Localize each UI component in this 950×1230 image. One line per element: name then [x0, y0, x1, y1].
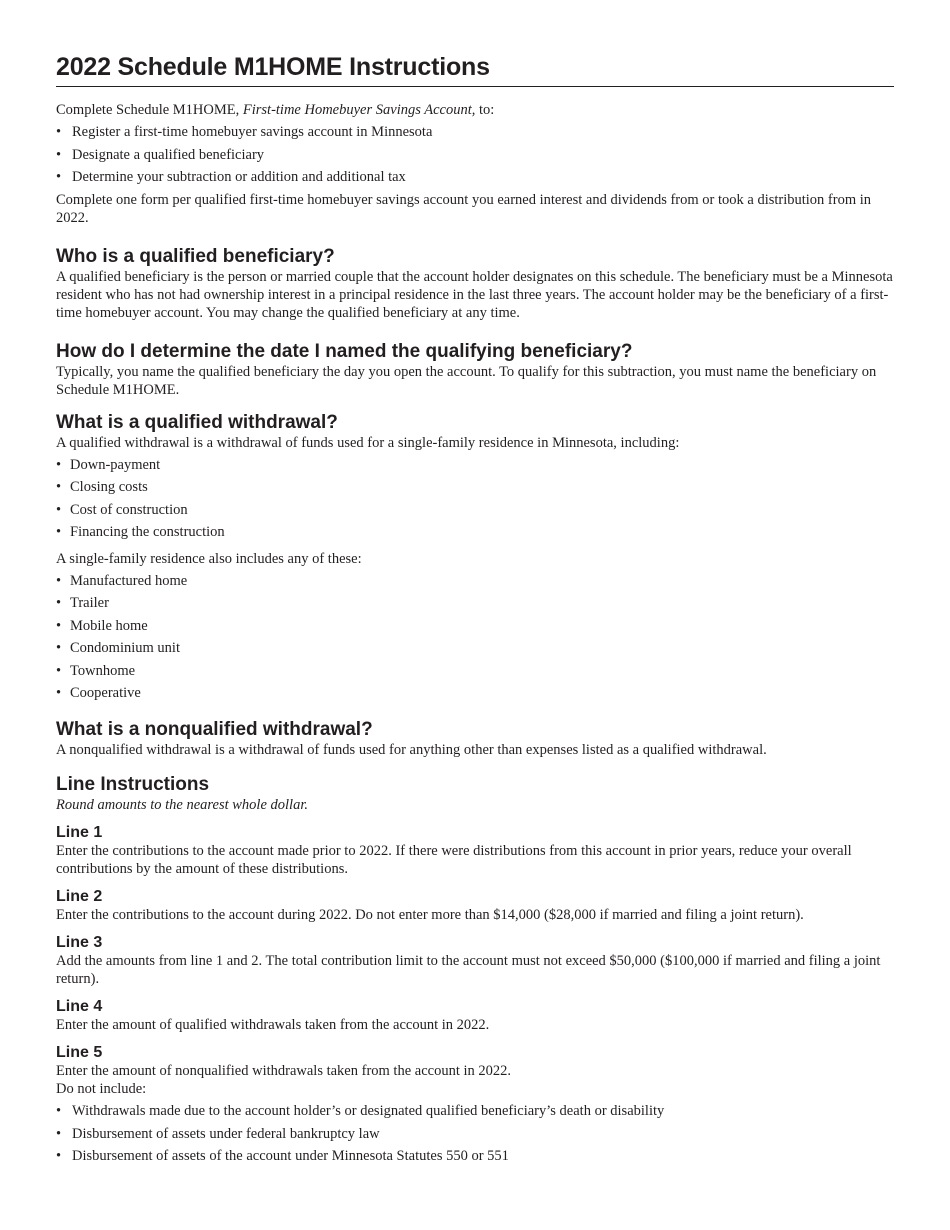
residence-list: [56, 572, 894, 702]
line-5-heading: Line 5: [56, 1043, 103, 1061]
intro-form-name: First-time Homebuyer Savings Account,: [242, 102, 476, 118]
line-3-heading: Line 3: [56, 933, 103, 951]
line-2-text: Enter the contributions to the account during 2022. Do not enter more than $14,000 ($28,000 if married and filing a joint return).: [56, 906, 804, 923]
bullet-icon: •: [56, 640, 62, 657]
bullet-icon: •: [56, 1148, 62, 1165]
section-heading-qualified-withdrawal: What is a qualified withdrawal?: [56, 411, 338, 433]
line-5-exclusions-list: [56, 1102, 894, 1165]
list-item: • Disbursement of assets under federal bankruptcy law: [56, 1125, 380, 1142]
intro-paragraph: [56, 101, 894, 119]
list-item: • Manufactured home: [56, 573, 188, 590]
line-5-subtext: Do not include:: [56, 1080, 147, 1097]
line-2-heading: Line 2: [56, 887, 103, 905]
intro-bullet-list: [56, 123, 894, 186]
bullet-icon: •: [56, 169, 62, 186]
list-item: • Register a first-time homebuyer savings account in Minnesota: [56, 124, 433, 141]
bullet-icon: •: [56, 456, 62, 473]
list-item: • Withdrawals made due to the account holder’s or designated qualified beneficiary’s death or disability: [56, 1103, 665, 1120]
naming-date-text: Typically, you name the qualified beneficiary the day you open the account. To qualify for this subtraction, you must name the beneficiary on Schedule M1HOME.: [56, 363, 877, 398]
line-5-text: Enter the amount of nonqualified withdrawals taken from the account in 2022.: [56, 1062, 512, 1079]
section-heading-line-instructions: Line Instructions: [56, 773, 210, 795]
qualified-withdrawal-text: A qualified withdrawal is a withdrawal of funds used for a single-family residence in Minnesota, including:: [56, 434, 680, 451]
residence-text: A single-family residence also includes any of these:: [56, 550, 362, 567]
list-item: • Down-payment: [56, 456, 161, 473]
bullet-icon: •: [56, 617, 62, 634]
list-item: • Designate a qualified beneficiary: [56, 146, 265, 163]
line-4-text: Enter the amount of qualified withdrawals taken from the account in 2022.: [56, 1016, 490, 1033]
qualified-withdrawal-list: [56, 456, 894, 541]
bullet-icon: •: [56, 573, 62, 590]
bullet-icon: •: [56, 1103, 62, 1120]
bullet-icon: •: [56, 146, 62, 163]
bullet-icon: •: [56, 595, 62, 612]
line-1-heading: Line 1: [56, 823, 103, 841]
bullet-icon: •: [56, 524, 62, 541]
bullet-icon: •: [56, 662, 62, 679]
section-heading-naming-date: How do I determine the date I named the qualifying beneficiary?: [56, 340, 633, 362]
bullet-icon: •: [56, 124, 62, 141]
bullet-icon: •: [56, 1125, 62, 1142]
list-item: • Cooperative: [56, 684, 141, 701]
list-item: • Trailer: [56, 595, 109, 612]
bullet-icon: •: [56, 684, 62, 701]
intro-suffix: to:: [475, 102, 495, 118]
list-item: • Townhome: [56, 662, 136, 679]
line-1-text: Enter the contributions to the account made prior to 2022. If there were distributions from this account in prior years, reduce your overall contributions by the amount of these distributions.: [56, 842, 852, 877]
intro-prefix: Complete Schedule M1HOME,: [56, 102, 243, 118]
page-title: 2022 Schedule M1HOME Instructions: [56, 50, 894, 87]
line-3-text: Add the amounts from line 1 and 2. The total contribution limit to the account must not exceed $50,000 ($100,000 if married and filing a joint return).: [56, 952, 881, 987]
section-heading-nonqualified-withdrawal: What is a nonqualified withdrawal?: [56, 718, 373, 740]
bullet-icon: •: [56, 479, 62, 496]
list-item: • Condominium unit: [56, 640, 180, 657]
list-item: • Cost of construction: [56, 501, 188, 518]
list-item: • Closing costs: [56, 479, 148, 496]
list-item: • Financing the construction: [56, 524, 225, 541]
beneficiary-text: A qualified beneficiary is the person or married couple that the account holder designates on this schedule. The beneficiary must be a Minnesota resident who has not had ownership interest in a principal residence in the last three years. The account holder may be the beneficiary of a first-time homebuyer account. You may change the qualified beneficiary at any time.: [56, 268, 893, 321]
rounding-note: Round amounts to the nearest whole dollar.: [56, 796, 308, 813]
intro-closing: Complete one form per qualified first-time homebuyer savings account you earned interest and dividends from or took a distribution from in 2022.: [56, 191, 872, 226]
instructions-page: [56, 50, 894, 1165]
list-item: • Mobile home: [56, 617, 148, 634]
list-item: • Determine your subtraction or addition and additional tax: [56, 169, 406, 186]
line-4-heading: Line 4: [56, 997, 103, 1015]
section-heading-beneficiary: Who is a qualified beneficiary?: [56, 245, 335, 267]
bullet-icon: •: [56, 501, 62, 518]
nonqualified-withdrawal-text: A nonqualified withdrawal is a withdrawal of funds used for anything other than expenses listed as a qualified withdrawal.: [56, 741, 767, 758]
list-item: • Disbursement of assets of the account under Minnesota Statutes 550 or 551: [56, 1148, 509, 1165]
